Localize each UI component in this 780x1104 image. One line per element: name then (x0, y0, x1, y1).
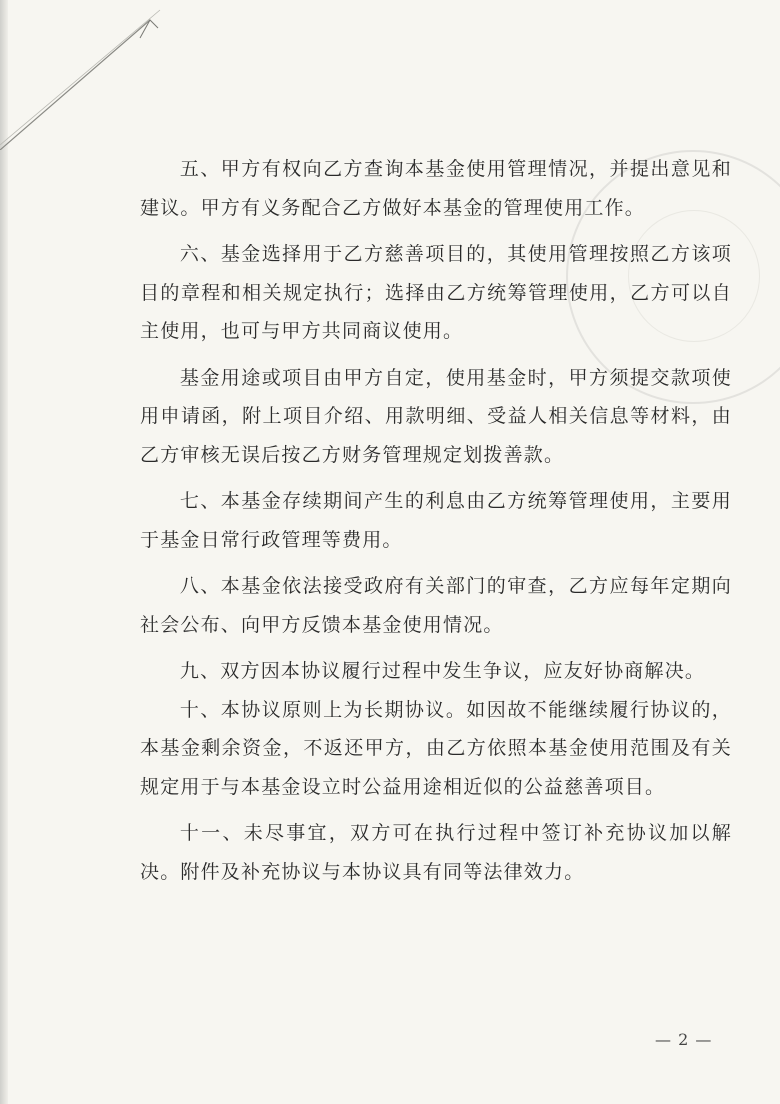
clause-11: 十一、未尽事宜，双方可在执行过程中签订补充协议加以解决。附件及补充协议与本协议具有同等法律效力。 (140, 822, 732, 883)
clause-9: 九、双方因本协议履行过程中发生争议，应友好协商解决。 (179, 660, 706, 682)
folded-corner-mark (0, 0, 220, 150)
clause-8: 八、本基金依法接受政府有关部门的审查，乙方应每年定期向社会公布、向甲方反馈本基金使用情况。 (140, 575, 732, 636)
page-number: — 2 — (655, 1030, 713, 1049)
clause-7: 七、本基金存续期间产生的利息由乙方统筹管理使用，主要用于基金日常行政管理等费用。 (140, 490, 732, 551)
clause-6: 六、基金选择用于乙方慈善项目的，其使用管理按照乙方该项目的章程和相关规定执行；选择由乙方统筹管理使用，乙方可以自主使用，也可与甲方共同商议使用。 (140, 243, 732, 342)
clause-6-fund-usage: 基金用途或项目由甲方自定，使用基金时，甲方须提交款项使用申请函，附上项目介绍、用款明细、受益人相关信息等材料，由乙方审核无误后按乙方财务管理规定划拨善款。 (140, 366, 732, 466)
scan-edge-shadow (0, 0, 8, 1104)
clause-10: 十、本协议原则上为长期协议。如因故不能继续履行协议的，本基金剩余资金，不返还甲方，由乙方依照本基金使用范围及有关规定用于与本基金设立时公益用途相近似的公益慈善项目。 (140, 698, 732, 798)
clause-5: 五、甲方有权向乙方查询本基金使用管理情况，并提出意见和建议。甲方有义务配合乙方做好本基金的管理使用工作。 (140, 158, 732, 219)
document-body (140, 150, 732, 891)
